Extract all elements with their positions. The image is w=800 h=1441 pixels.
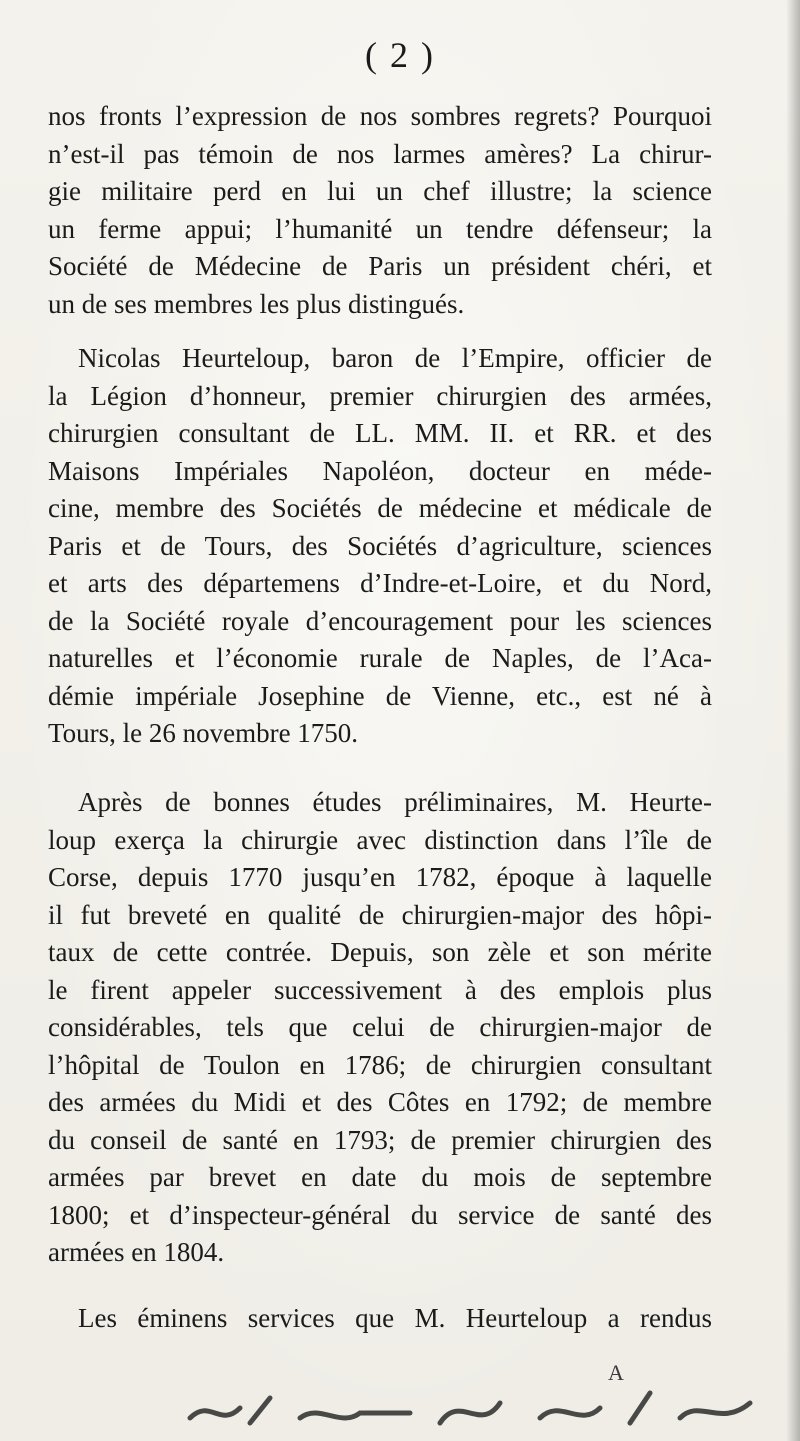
text-line: de la Société royale d’encouragement pour les sciences [48, 605, 712, 636]
text-line: 1800; et d’inspecteur-général du service de santé des [48, 1199, 712, 1230]
text-line: Société de Médecine de Paris un président chéri, et [48, 251, 712, 281]
page-edge-shadow [786, 0, 800, 1441]
text-line: cine, membre des Sociétés de médecine et médicale de [48, 493, 712, 523]
text-line: gie militaire perd en lui un chef illustre; la science [48, 176, 712, 206]
paragraph-1 [48, 98, 712, 323]
text-line: un de ses membres les plus distingués. [48, 288, 465, 319]
text-line: il fut breveté en qualité de chirurgien-major des hôpi- [48, 899, 712, 930]
text-line: armées en 1804. [48, 1237, 225, 1267]
text-line: n’est-il pas témoin de nos larmes amères? La chirur- [48, 138, 712, 169]
text-line: des armées du Midi et des Côtes en 1792; de membre [48, 1087, 712, 1117]
text-line: Les éminens services que M. Heurteloup a rendus [78, 1303, 712, 1333]
text-line: Maisons Impériales Napoléon, docteur en méde- [48, 455, 712, 486]
text-line: Après de bonnes études préliminaires, M. Heurte- [78, 787, 712, 817]
page-number: ( 2 ) [365, 35, 435, 75]
handwritten-annotation [180, 1378, 780, 1438]
paragraph-3 [48, 784, 712, 1272]
text-line: et arts des départemens d’Indre-et-Loire, et du Nord, [48, 568, 712, 598]
text-line: démie impériale Josephine de Vienne, etc., est né à [48, 680, 712, 711]
text-line: Corse, depuis 1770 jusqu’en 1782, époque à laquelle [48, 862, 712, 892]
text-line: taux de cette contrée. Depuis, son zèle et son mérite [48, 937, 712, 967]
text-line: naturelles et l’économie rurale de Naples, de l’Aca- [48, 643, 712, 673]
text-line: loup exerça la chirurgie avec distinction dans l’île de [48, 824, 712, 855]
text-line: chirurgien consultant de LL. MM. II. et RR. et des [48, 418, 712, 448]
text-line: Tours, le 26 novembre 1750. [48, 718, 359, 748]
text-line: Paris et de Tours, des Sociétés d’agriculture, sciences [48, 530, 712, 561]
text-line: Nicolas Heurteloup, baron de l’Empire, officier de [78, 343, 712, 373]
text-line: la Légion d’honneur, premier chirurgien des armées, [48, 380, 712, 411]
text-line: le firent appeler successivement à des emplois plus [48, 974, 712, 1005]
text-line: un ferme appui; l’humanité un tendre défenseur; la [48, 213, 712, 244]
signature-mark: A [608, 1360, 624, 1385]
paragraph-4 [48, 1300, 712, 1338]
paragraph-2 [48, 340, 712, 753]
text-line: armées par brevet en date du mois de septembre [48, 1162, 712, 1192]
text-line: du conseil de santé en 1793; de premier chirurgien des [48, 1124, 712, 1155]
text-line: l’hôpital de Toulon en 1786; de chirurgien consultant [48, 1049, 712, 1080]
text-line: nos fronts l’expression de nos sombres regrets? Pourquoi [48, 101, 712, 131]
text-line: considérables, tels que celui de chirurgien-major de [48, 1012, 712, 1042]
